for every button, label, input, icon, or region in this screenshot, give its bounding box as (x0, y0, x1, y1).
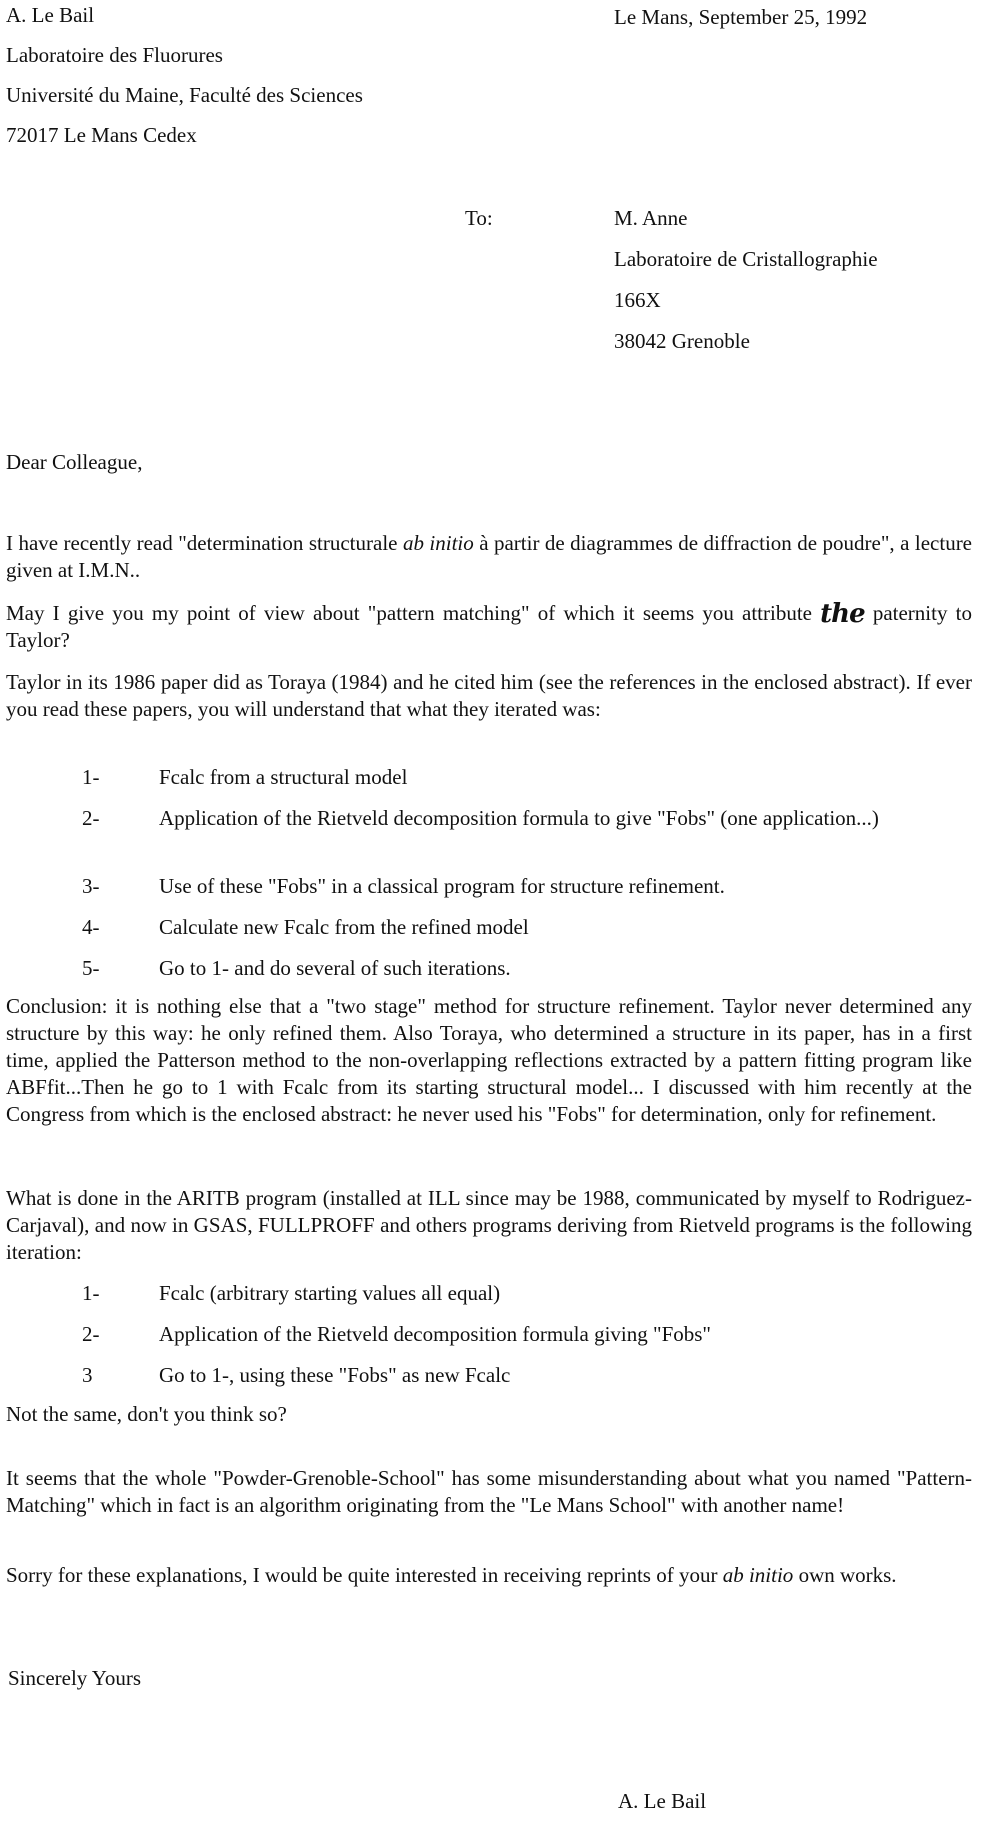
list1-number: 1- (82, 765, 100, 789)
list2-number: 2- (82, 1322, 100, 1346)
list1-item: Go to 1- and do several of such iterations. (159, 956, 511, 980)
list1-item: Calculate new Fcalc from the refined model (159, 915, 529, 939)
date-line: Le Mans, September 25, 1992 (614, 5, 868, 29)
paragraph-aritb: What is done in the ARITB program (installed at ILL since may be 1988, communicated by myself to Rodriguez-Carjaval), and now in GSAS, FULLPROFF and others programs deriving from Rietveld programs is the following iteration: (6, 1186, 972, 1264)
list1-number: 4- (82, 915, 100, 939)
p2-text-a: May I give you my point of view about "pattern matching" of which it seems you attribute (6, 601, 821, 625)
handwritten-correction: the (820, 599, 865, 629)
list2-item: Go to 1-, using these "Fobs" as new Fcalc (159, 1363, 511, 1387)
list1-item: Use of these "Fobs" in a classical program for structure refinement. (159, 874, 725, 898)
list2-item: Application of the Rietveld decomposition formula giving "Fobs" (159, 1322, 711, 1346)
recipient-postal: 38042 Grenoble (614, 329, 750, 353)
list1-number: 5- (82, 956, 100, 980)
p2-text-b: paternity to Taylor? (6, 601, 972, 652)
paragraph-lecture (6, 530, 972, 584)
recipient-name: M. Anne (614, 206, 688, 230)
list2-number: 1- (82, 1281, 100, 1305)
sender-postal: 72017 Le Mans Cedex (6, 123, 197, 147)
list1-item: Application of the Rietveld decomposition formula to give "Fobs" (one application...) (159, 806, 879, 830)
list1-item: Fcalc from a structural model (159, 765, 408, 789)
paragraph-not-same: Not the same, don't you think so? (6, 1402, 287, 1426)
paragraph-pattern-matching (6, 599, 972, 654)
salutation: Dear Colleague, (6, 450, 143, 474)
p8-text-a: Sorry for these explanations, I would be quite interested in receiving reprints of your (6, 1563, 723, 1587)
sender-lab: Laboratoire des Fluorures (6, 43, 223, 67)
list1-number: 3- (82, 874, 100, 898)
recipient-lab: Laboratoire de Cristallographie (614, 247, 878, 271)
p8-italic: ab initio (722, 1563, 794, 1587)
p1-italic: ab initio (402, 531, 474, 555)
paragraph-grenoble-school: It seems that the whole "Powder-Grenoble-School" has some misunderstanding about what you named "Pattern-Matching" which in fact is an algorithm originating from the "Le Mans School" with another name! (6, 1466, 972, 1517)
recipient-box: 166X (614, 288, 661, 312)
paragraph-taylor: Taylor in its 1986 paper did as Toraya (1984) and he cited him (see the references in the enclosed abstract). If ever you read these papers, you will understand that what they iterated was: (6, 670, 972, 721)
sender-university: Université du Maine, Faculté des Sciences (6, 83, 363, 107)
sender-name: A. Le Bail (6, 3, 95, 27)
p8-text-b: own works. (793, 1563, 897, 1587)
to-label: To: (465, 206, 493, 230)
closing: Sincerely Yours (8, 1666, 142, 1690)
list2-item: Fcalc (arbitrary starting values all equal) (159, 1281, 501, 1305)
list1-number: 2- (82, 806, 100, 830)
list2-number: 3 (82, 1363, 93, 1387)
p1-text-b: à partir de diagrammes de diffraction de poudre", a lecture given at I.M.N.. (6, 531, 973, 582)
signature: A. Le Bail (618, 1789, 707, 1813)
paragraph-conclusion: Conclusion: it is nothing else that a "two stage" method for structure refinement. Taylor never determined any structure by this way: he only refined them. Also Toraya, who determined a structure in its paper, has in a first time, applied the Patterson method to the non-overlapping reflections extracted by a pattern fitting program like ABFfit...Then he go to 1 with Fcalc from its starting structural model... I discussed with him recently at the Congress from which is the enclosed abstract: he never used his "Fobs" for determination, only for refinement. (6, 994, 972, 1126)
p1-text-a: I have recently read "determination structurale (6, 531, 403, 555)
paragraph-reprints (6, 1562, 972, 1589)
